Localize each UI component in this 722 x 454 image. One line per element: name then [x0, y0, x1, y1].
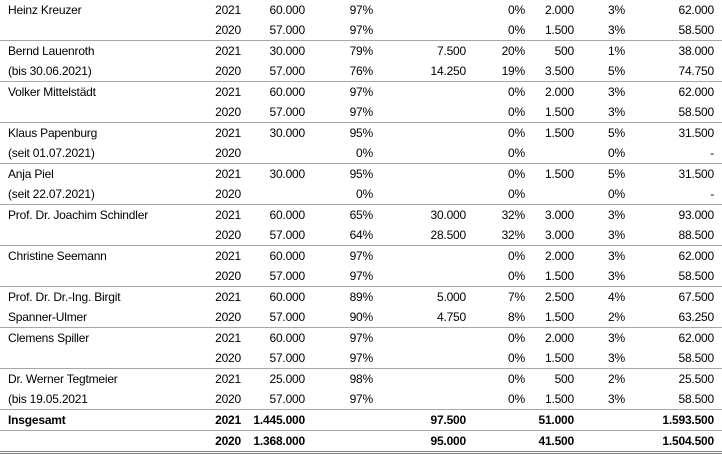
table-row — [0, 246, 722, 266]
total-pay-cell: 63.250 — [678, 310, 714, 324]
variable-pay-cell: 28.500 — [430, 228, 466, 242]
variable-pay-total-cell: 97.500 — [430, 413, 466, 427]
fixed-pay-cell: 25.000 — [269, 372, 305, 386]
other-pay-share-cell: 0% — [608, 146, 625, 160]
table-row — [0, 102, 722, 122]
other-pay-cell: 1.500 — [544, 392, 574, 406]
member-name: Prof. Dr. Joachim Schindler — [8, 208, 148, 222]
other-pay-share-cell: 3% — [608, 392, 625, 406]
fixed-pay-cell: 30.000 — [269, 167, 305, 181]
year-cell: 2020 — [215, 310, 241, 324]
table-row — [0, 0, 722, 20]
variable-pay-share-cell: 32% — [501, 228, 525, 242]
member-name: Christine Seemann — [8, 249, 107, 263]
variable-pay-share-cell: 0% — [508, 249, 525, 263]
table-row — [0, 369, 722, 389]
total-pay-cell: 62.000 — [678, 85, 714, 99]
variable-pay-share-cell: 19% — [501, 64, 525, 78]
other-pay-share-cell: 3% — [608, 85, 625, 99]
fixed-pay-cell: 57.000 — [269, 64, 305, 78]
other-pay-cell: 2.000 — [544, 3, 574, 17]
table-row — [0, 61, 722, 81]
table-row — [0, 184, 722, 204]
fixed-pay-cell: 60.000 — [269, 208, 305, 222]
year-cell: 2021 — [215, 167, 241, 181]
member-name: Anja Piel — [8, 167, 54, 181]
year-cell: 2020 — [215, 146, 241, 160]
fixed-pay-share-cell: 97% — [349, 351, 373, 365]
other-pay-share-cell: 3% — [608, 3, 625, 17]
total-pay-cell: 58.500 — [678, 351, 714, 365]
table-row — [0, 307, 722, 327]
fixed-pay-cell: 30.000 — [269, 44, 305, 58]
fixed-pay-cell: 60.000 — [269, 331, 305, 345]
total-pay-cell: 62.000 — [678, 331, 714, 345]
variable-pay-share-cell: 0% — [508, 269, 525, 283]
member-name: Spanner-Ulmer — [8, 310, 87, 324]
other-pay-cell: 2.000 — [544, 331, 574, 345]
year-cell: 2020 — [215, 187, 241, 201]
year-cell: 2020 — [215, 105, 241, 119]
fixed-pay-cell: 57.000 — [269, 351, 305, 365]
variable-pay-share-cell: 0% — [508, 331, 525, 345]
variable-pay-share-cell: 0% — [508, 187, 525, 201]
other-pay-cell: 3.000 — [544, 228, 574, 242]
other-pay-total-cell: 41.500 — [538, 434, 574, 448]
variable-pay-cell: 7.500 — [436, 44, 466, 58]
table-row — [0, 164, 722, 184]
fixed-pay-share-cell: 97% — [349, 392, 373, 406]
table-row — [0, 123, 722, 143]
member-group — [0, 123, 722, 164]
fixed-pay-cell: 60.000 — [269, 85, 305, 99]
member-group — [0, 205, 722, 246]
fixed-pay-cell: 60.000 — [269, 3, 305, 17]
other-pay-cell: 1.500 — [544, 105, 574, 119]
member-group — [0, 0, 722, 41]
variable-pay-share-cell: 7% — [508, 290, 525, 304]
table-row — [0, 328, 722, 348]
year-cell: 2021 — [215, 331, 241, 345]
member-name: (seit 22.07.2021) — [8, 187, 95, 201]
year-cell: 2021 — [215, 208, 241, 222]
total-pay-cell: 25.500 — [678, 372, 714, 386]
fixed-pay-share-cell: 97% — [349, 23, 373, 37]
year-cell: 2021 — [215, 413, 241, 427]
fixed-pay-share-cell: 97% — [349, 3, 373, 17]
variable-pay-share-cell: 32% — [501, 208, 525, 222]
fixed-pay-cell: 57.000 — [269, 228, 305, 242]
fixed-pay-cell: 30.000 — [269, 126, 305, 140]
year-cell: 2021 — [215, 372, 241, 386]
fixed-pay-share-cell: 0% — [356, 187, 373, 201]
total-pay-cell: 58.500 — [678, 269, 714, 283]
fixed-pay-share-cell: 97% — [349, 249, 373, 263]
fixed-pay-cell: 60.000 — [269, 290, 305, 304]
year-cell: 2020 — [215, 434, 241, 448]
fixed-pay-share-cell: 90% — [349, 310, 373, 324]
table-row — [0, 266, 722, 286]
totals-group — [0, 410, 722, 454]
total-pay-cell: 58.500 — [678, 23, 714, 37]
member-group — [0, 164, 722, 205]
table-row — [0, 225, 722, 245]
year-cell: 2021 — [215, 249, 241, 263]
variable-pay-share-cell: 8% — [508, 310, 525, 324]
year-cell: 2020 — [215, 351, 241, 365]
member-name: Heinz Kreuzer — [8, 3, 82, 17]
fixed-pay-share-cell: 89% — [349, 290, 373, 304]
other-pay-share-cell: 3% — [608, 269, 625, 283]
variable-pay-share-cell: 0% — [508, 85, 525, 99]
table-row — [0, 389, 722, 409]
year-cell: 2020 — [215, 228, 241, 242]
other-pay-cell: 2.000 — [544, 249, 574, 263]
fixed-pay-share-cell: 65% — [349, 208, 373, 222]
other-pay-share-cell: 5% — [608, 167, 625, 181]
fixed-pay-share-cell: 97% — [349, 269, 373, 283]
variable-pay-share-cell: 20% — [501, 44, 525, 58]
member-name: Clemens Spiller — [8, 331, 90, 345]
member-group — [0, 82, 722, 123]
other-pay-share-cell: 3% — [608, 105, 625, 119]
variable-pay-share-cell: 0% — [508, 3, 525, 17]
total-pay-cell: 38.000 — [678, 44, 714, 58]
fixed-pay-share-cell: 97% — [349, 85, 373, 99]
other-pay-share-cell: 5% — [608, 64, 625, 78]
other-pay-cell: 500 — [554, 372, 574, 386]
year-cell: 2021 — [215, 126, 241, 140]
fixed-pay-cell: 57.000 — [269, 310, 305, 324]
other-pay-cell: 3.000 — [544, 208, 574, 222]
year-cell: 2021 — [215, 290, 241, 304]
total-pay-cell: 58.500 — [678, 392, 714, 406]
other-pay-share-cell: 5% — [608, 126, 625, 140]
other-pay-cell: 1.500 — [544, 126, 574, 140]
variable-pay-cell: 5.000 — [436, 290, 466, 304]
variable-pay-cell: 4.750 — [436, 310, 466, 324]
member-group — [0, 41, 722, 82]
member-group — [0, 246, 722, 287]
fixed-pay-cell: 57.000 — [269, 392, 305, 406]
member-name: Bernd Lauenroth — [8, 44, 95, 58]
variable-pay-share-cell: 0% — [508, 23, 525, 37]
table-row — [0, 205, 722, 225]
other-pay-share-cell: 3% — [608, 331, 625, 345]
grand-total-cell: 1.593.500 — [662, 413, 714, 427]
total-pay-cell: 93.000 — [678, 208, 714, 222]
other-pay-cell: 3.500 — [544, 64, 574, 78]
other-pay-cell: 2.500 — [544, 290, 574, 304]
other-pay-share-cell: 3% — [608, 249, 625, 263]
member-name: (seit 01.07.2021) — [8, 146, 95, 160]
other-pay-share-cell: 2% — [608, 372, 625, 386]
fixed-pay-cell: 57.000 — [269, 105, 305, 119]
table-row — [0, 41, 722, 61]
variable-pay-share-cell: 0% — [508, 167, 525, 181]
variable-pay-share-cell: 0% — [508, 351, 525, 365]
fixed-pay-cell: 57.000 — [269, 23, 305, 37]
total-pay-cell: 58.500 — [678, 105, 714, 119]
fixed-pay-share-cell: 79% — [349, 44, 373, 58]
table-row — [0, 82, 722, 102]
variable-pay-total-cell: 95.000 — [430, 434, 466, 448]
fixed-pay-share-cell: 97% — [349, 105, 373, 119]
totals-row — [0, 410, 722, 431]
grand-total-cell: 1.504.500 — [662, 434, 714, 448]
other-pay-share-cell: 2% — [608, 310, 625, 324]
other-pay-total-cell: 51.000 — [538, 413, 574, 427]
variable-pay-share-cell: 0% — [508, 392, 525, 406]
fixed-pay-share-cell: 76% — [349, 64, 373, 78]
totals-label: Insgesamt — [8, 413, 66, 427]
total-pay-cell: 31.500 — [678, 126, 714, 140]
total-pay-cell: - — [710, 187, 714, 201]
other-pay-cell: 1.500 — [544, 351, 574, 365]
other-pay-share-cell: 0% — [608, 187, 625, 201]
totals-row — [0, 431, 722, 451]
fixed-pay-share-cell: 0% — [356, 146, 373, 160]
fixed-pay-cell: 60.000 — [269, 249, 305, 263]
fixed-pay-total-cell: 1.368.000 — [253, 434, 305, 448]
variable-pay-cell: 30.000 — [430, 208, 466, 222]
fixed-pay-cell: 57.000 — [269, 269, 305, 283]
fixed-pay-share-cell: 95% — [349, 126, 373, 140]
fixed-pay-share-cell: 95% — [349, 167, 373, 181]
other-pay-cell: 1.500 — [544, 269, 574, 283]
variable-pay-share-cell: 0% — [508, 105, 525, 119]
year-cell: 2021 — [215, 85, 241, 99]
member-group — [0, 328, 722, 369]
fixed-pay-share-cell: 98% — [349, 372, 373, 386]
table-row — [0, 287, 722, 307]
other-pay-cell: 1.500 — [544, 167, 574, 181]
table-row — [0, 348, 722, 368]
year-cell: 2021 — [215, 44, 241, 58]
other-pay-cell: 2.000 — [544, 85, 574, 99]
member-name: Klaus Papenburg — [8, 126, 98, 140]
variable-pay-share-cell: 0% — [508, 372, 525, 386]
other-pay-share-cell: 4% — [608, 290, 625, 304]
year-cell: 2021 — [215, 3, 241, 17]
other-pay-share-cell: 3% — [608, 228, 625, 242]
member-name: (bis 19.05.2021 — [8, 392, 88, 406]
total-pay-cell: 62.000 — [678, 3, 714, 17]
total-pay-cell: 74.750 — [678, 64, 714, 78]
total-pay-cell: 88.500 — [678, 228, 714, 242]
variable-pay-share-cell: 0% — [508, 146, 525, 160]
other-pay-cell: 1.500 — [544, 310, 574, 324]
total-pay-cell: 31.500 — [678, 167, 714, 181]
fixed-pay-total-cell: 1.445.000 — [253, 413, 305, 427]
other-pay-share-cell: 3% — [608, 351, 625, 365]
other-pay-share-cell: 1% — [608, 44, 625, 58]
fixed-pay-share-cell: 64% — [349, 228, 373, 242]
variable-pay-share-cell: 0% — [508, 126, 525, 140]
total-pay-cell: - — [710, 146, 714, 160]
other-pay-cell: 1.500 — [544, 23, 574, 37]
variable-pay-cell: 14.250 — [430, 64, 466, 78]
fixed-pay-share-cell: 97% — [349, 331, 373, 345]
member-name: Prof. Dr. Dr.-Ing. Birgit — [8, 290, 121, 304]
member-group — [0, 369, 722, 410]
other-pay-share-cell: 3% — [608, 208, 625, 222]
member-group — [0, 287, 722, 328]
total-pay-cell: 62.000 — [678, 249, 714, 263]
year-cell: 2020 — [215, 64, 241, 78]
table-row — [0, 143, 722, 163]
year-cell: 2020 — [215, 392, 241, 406]
member-name: (bis 30.06.2021) — [8, 64, 92, 78]
table-row — [0, 20, 722, 40]
year-cell: 2020 — [215, 269, 241, 283]
other-pay-share-cell: 3% — [608, 23, 625, 37]
year-cell: 2020 — [215, 23, 241, 37]
member-name: Dr. Werner Tegtmeier — [8, 372, 118, 386]
total-pay-cell: 67.500 — [678, 290, 714, 304]
member-name: Volker Mittelstädt — [8, 85, 96, 99]
other-pay-cell: 500 — [554, 44, 574, 58]
